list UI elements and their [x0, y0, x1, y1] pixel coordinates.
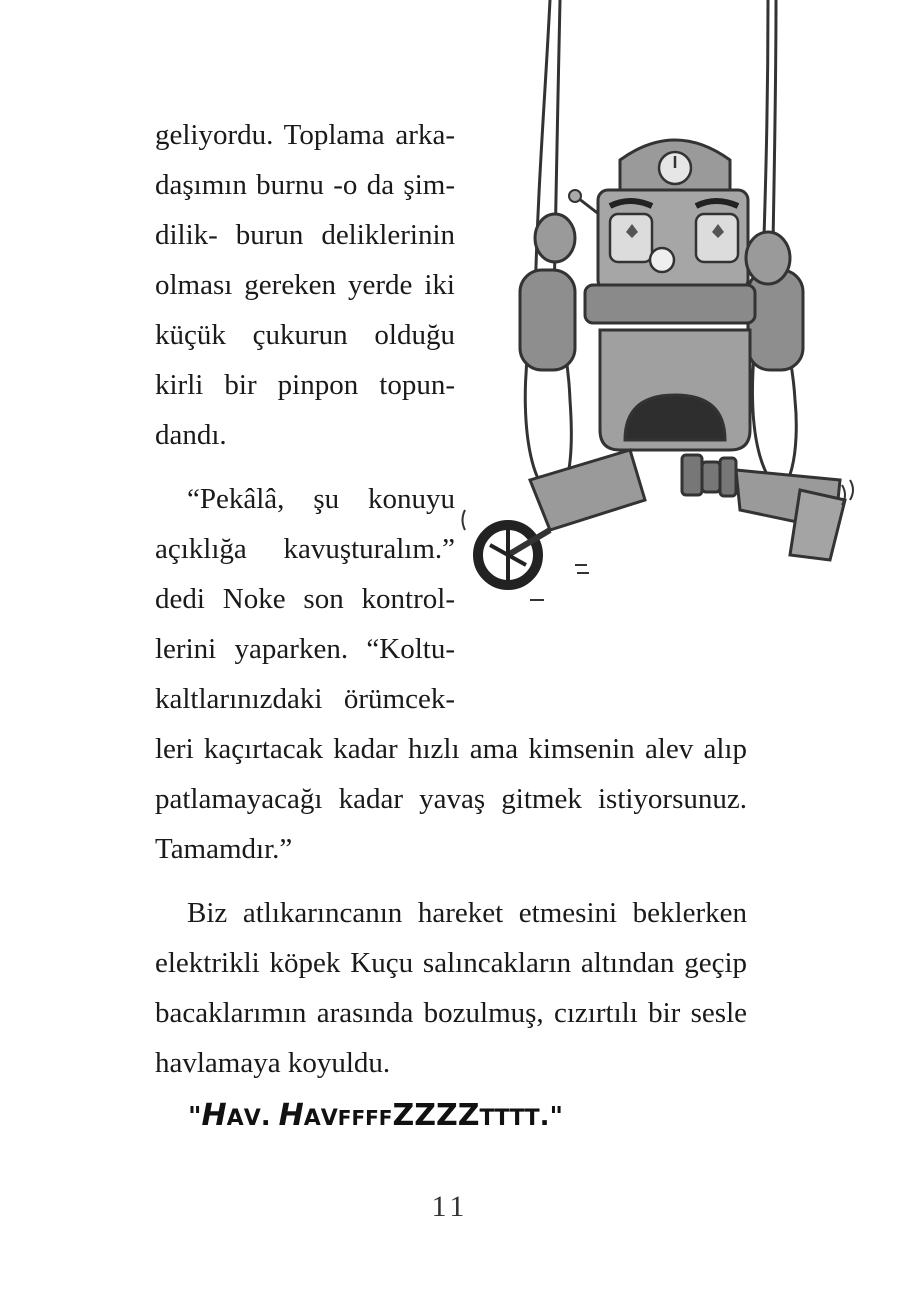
- sound-effect-letter: ": [549, 1102, 564, 1132]
- sound-effect-letter: Z: [414, 1098, 436, 1133]
- text-line: patlamayacağı kadar yavaş gitmek istiyorsunuz.: [155, 783, 747, 815]
- text-line: kaltlarınızdaki örümcek-: [155, 683, 455, 715]
- sound-effect-letter: Z: [436, 1098, 458, 1133]
- sound-effect-letter: T: [509, 1106, 525, 1131]
- sound-effect-letter: A: [303, 1106, 321, 1131]
- text-line: olması gereken yerde iki: [155, 269, 455, 301]
- sound-effect-letter: V: [243, 1106, 261, 1131]
- sound-effect-letter: F: [351, 1106, 366, 1130]
- text-line: lerini yaparken. “Koltu-: [155, 633, 455, 665]
- text-line: daşımın burnu -o da şim-: [155, 169, 455, 201]
- sound-effect-letter: F: [378, 1106, 393, 1130]
- text-line: kirli bir pinpon topun-: [155, 369, 455, 401]
- text-line: küçük çukurun olduğu: [155, 319, 455, 351]
- text-line: dedi Noke son kontrol-: [155, 583, 455, 615]
- sound-effect-letter: T: [479, 1106, 495, 1131]
- text-line: leri kaçırtacak kadar hızlı ama kimsenin alev alıp: [155, 733, 747, 765]
- sound-effect-text: [188, 1098, 563, 1133]
- text-line: dilik- burun deliklerinin: [155, 219, 455, 251]
- sound-effect-letter: A: [226, 1106, 244, 1131]
- sound-effect-letter: Z: [392, 1098, 415, 1133]
- robot-swing-illustration: [450, 0, 870, 620]
- sound-effect-letter: T: [494, 1106, 510, 1131]
- text-line: havlamaya koyuldu.: [155, 1047, 391, 1079]
- sound-effect-letter: T: [524, 1106, 540, 1131]
- sound-effect-letter: F: [365, 1106, 379, 1130]
- text-line: Biz atlıkarıncanın hareket etmesini beklerken: [187, 897, 747, 929]
- text-line: dandı.: [155, 419, 227, 451]
- text-line: bacaklarımın arasında bozulmuş, cızırtılı bir sesle: [155, 997, 747, 1029]
- text-line: geliyordu. Toplama arka-: [155, 119, 455, 151]
- sound-effect-letter: F: [337, 1106, 352, 1130]
- sound-effect-letter: .: [539, 1102, 550, 1132]
- sound-effect-letter: H: [278, 1098, 304, 1133]
- sound-effect-letter: Z: [457, 1098, 480, 1133]
- text-line: elektrikli köpek Kuçu salıncakların altından geçip: [155, 947, 747, 979]
- sound-effect-letter: .: [260, 1102, 271, 1132]
- text-line: Tamamdır.”: [155, 833, 293, 865]
- sound-effect-letter: V: [320, 1106, 338, 1131]
- text-line: açıklığa kavuşturalım.”: [155, 533, 455, 565]
- sound-effect-letter: H: [201, 1098, 227, 1133]
- sound-effect-letter: ": [188, 1102, 202, 1132]
- sound-effect: [188, 1098, 563, 1133]
- text-line: “Pekâlâ, şu konuyu: [187, 483, 455, 515]
- page-number: 11: [431, 1190, 469, 1223]
